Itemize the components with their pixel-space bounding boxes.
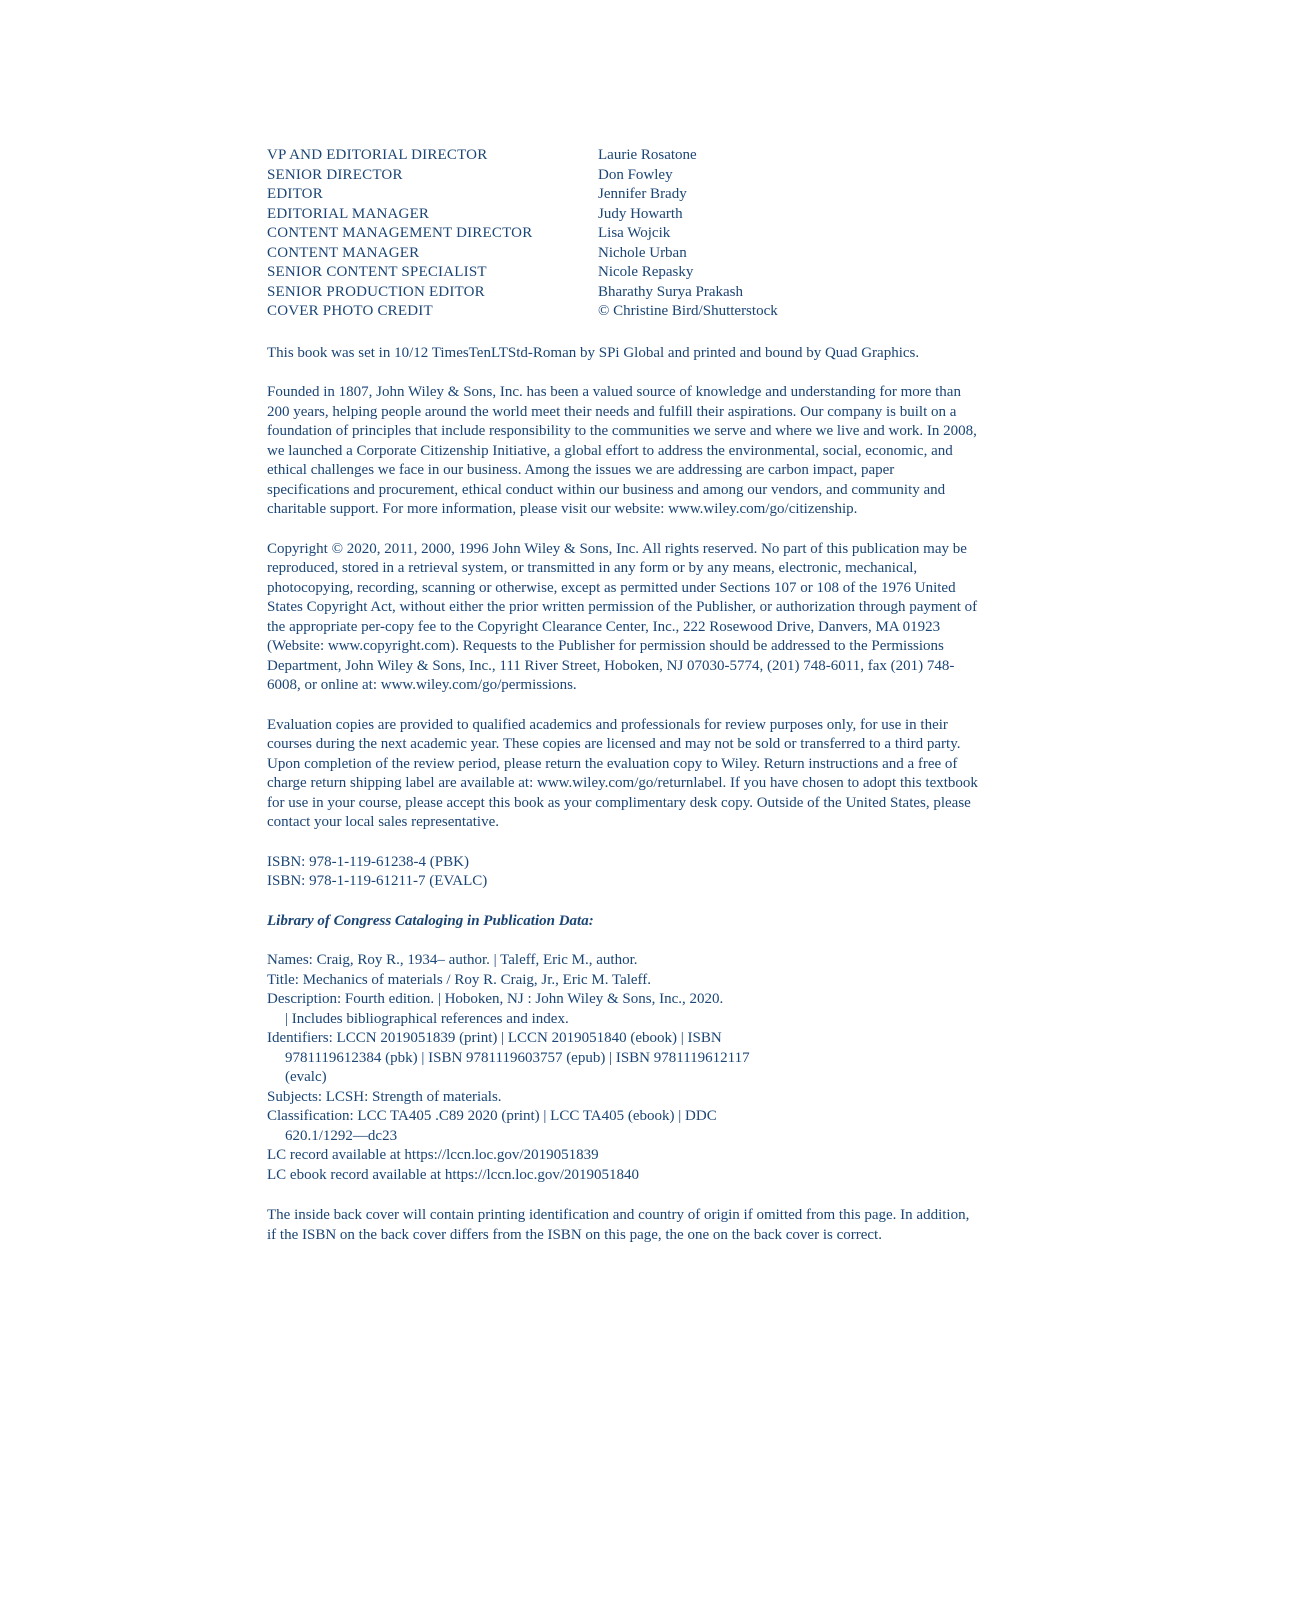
credit-person: Laurie Rosatone	[598, 147, 697, 163]
credit-person: Lisa Wojcik	[598, 225, 671, 241]
credit-person: Nicole Repasky	[598, 264, 694, 280]
credit-person: Jennifer Brady	[598, 186, 687, 202]
credit-person: Nichole Urban	[598, 244, 687, 261]
credits-list	[267, 146, 979, 322]
lc-names-line: Names: Craig, Roy R., 1934– author. | Taleff, Eric M., author.	[267, 952, 638, 968]
copyright-notice-paragraph: Copyright © 2020, 2011, 2000, 1996 John Wiley & Sons, Inc. All rights reserved. No part of this publication may be reproduced, stored in a retrieval system, or transmitted in any form or by any means, electronic, mechanical, photocopying, recording, scanning or otherwise, except as permitted under Sections 107 or 108 of the 1976 United States Copyright Act, without either the prior written permission of the Publisher, or authorization through payment of the appropriate per-copy fee to the Copyright Clearance Center, Inc., 222 Rosewood Drive, Danvers, MA 01923 (Website: www.copyright.com). Requests to the Publisher for permission should be addressed to the Permissions Department, John Wiley & Sons, Inc., 111 River Street, Hoboken, NJ 07030-5774, (201) 748-6011, fax (201) 748-6008, or online at: www.wiley.com/go/permissions.	[267, 540, 978, 693]
printing-identification-note: The inside back cover will contain printing identification and country of origin if omitted from this page. In addition, if the ISBN on the back cover differs from the ISBN on this page, the one on the back cover is correct.	[267, 1207, 970, 1243]
credit-role: VP AND EDITORIAL DIRECTOR	[267, 147, 488, 163]
lc-subjects-line: Subjects: LCSH: Strength of materials.	[267, 1088, 502, 1105]
lc-classification-continuation: 620.1/1292—dc23	[285, 1127, 398, 1144]
credit-role: SENIOR PRODUCTION EDITOR	[267, 283, 485, 300]
lc-cataloging-heading: Library of Congress Cataloging in Publication Data:	[267, 912, 594, 929]
company-history-paragraph: Founded in 1807, John Wiley & Sons, Inc. has been a valued source of knowledge and understanding for more than 200 years, helping people around the world meet their needs and fulfill their aspirations. Our company is built on a foundation of principles that include responsibility to the communities we serve and where we live and work. In 2008, we launched a Corporate Citizenship Initiative, a global effort to address the environmental, social, economic, and ethical challenges we face in our business. Among the issues we are addressing are carbon impact, paper specifications and procurement, ethical conduct within our business and among our vendors, and community and charitable support. For more information, please visit our website: www.wiley.com/go/citizenship.	[267, 384, 977, 517]
typesetting-note: This book was set in 10/12 TimesTenLTStd-Roman by SPi Global and printed and bound by Quad Graphics.	[267, 344, 920, 361]
credit-role: CONTENT MANAGEMENT DIRECTOR	[267, 225, 533, 241]
lc-ebook-record-line: LC ebook record available at https://lccn.loc.gov/2019051840	[267, 1166, 639, 1183]
credit-person: Judy Howarth	[598, 205, 683, 222]
isbn-block	[267, 853, 979, 892]
credit-row	[267, 205, 979, 225]
lc-identifiers-continuation: 9781119612384 (pbk) | ISBN 9781119603757 (epub) | ISBN 9781119612117	[285, 1049, 750, 1066]
credit-row	[267, 244, 979, 264]
lc-classification-line: Classification: LCC TA405 .C89 2020 (print) | LCC TA405 (ebook) | DDC	[267, 1108, 717, 1124]
credit-row	[267, 224, 979, 244]
credit-person: Bharathy Surya Prakash	[598, 283, 743, 300]
credit-row	[267, 302, 979, 322]
credit-role: CONTENT MANAGER	[267, 244, 420, 261]
credit-role: SENIOR DIRECTOR	[267, 166, 403, 183]
credit-row	[267, 146, 979, 166]
lc-includes-line: | Includes bibliographical references and index.	[285, 1010, 569, 1027]
lc-title-line: Title: Mechanics of materials / Roy R. Craig, Jr., Eric M. Taleff.	[267, 971, 652, 988]
credit-row	[267, 166, 979, 186]
lc-identifiers-line: Identifiers: LCCN 2019051839 (print) | LCCN 2019051840 (ebook) | ISBN	[267, 1030, 722, 1046]
evaluation-copy-paragraph: Evaluation copies are provided to qualified academics and professionals for review purposes only, for use in their courses during the next academic year. These copies are licensed and may not be sold or transferred to a third party. Upon completion of the review period, please return the evaluation copy to Wiley. Return instructions and a free of charge return shipping label are available at: www.wiley.com/go/returnlabel. If you have chosen to adopt this textbook for use in your course, please accept this book as your complimentary desk copy. Outside of the United States, please contact your local sales representative.	[267, 716, 978, 830]
credit-row	[267, 263, 979, 283]
lc-cataloging-block	[267, 951, 979, 1185]
credit-person: Don Fowley	[598, 166, 673, 183]
isbn-evalc: ISBN: 978-1-119-61211-7 (EVALC)	[267, 873, 488, 889]
credit-row	[267, 283, 979, 303]
credit-row	[267, 185, 979, 205]
credit-person: © Christine Bird/Shutterstock	[598, 303, 778, 319]
copyright-page-content	[267, 146, 979, 1265]
lc-record-line: LC record available at https://lccn.loc.gov/2019051839	[267, 1147, 599, 1163]
credit-role: SENIOR CONTENT SPECIALIST	[267, 264, 487, 280]
credit-role: EDITORIAL MANAGER	[267, 205, 430, 222]
lc-description-line: Description: Fourth edition. | Hoboken, NJ : John Wiley & Sons, Inc., 2020.	[267, 991, 724, 1007]
credit-role: EDITOR	[267, 186, 323, 202]
isbn-pbk: ISBN: 978-1-119-61238-4 (PBK)	[267, 853, 469, 870]
lc-identifiers-continuation: (evalc)	[285, 1069, 327, 1085]
credit-role: COVER PHOTO CREDIT	[267, 303, 433, 319]
